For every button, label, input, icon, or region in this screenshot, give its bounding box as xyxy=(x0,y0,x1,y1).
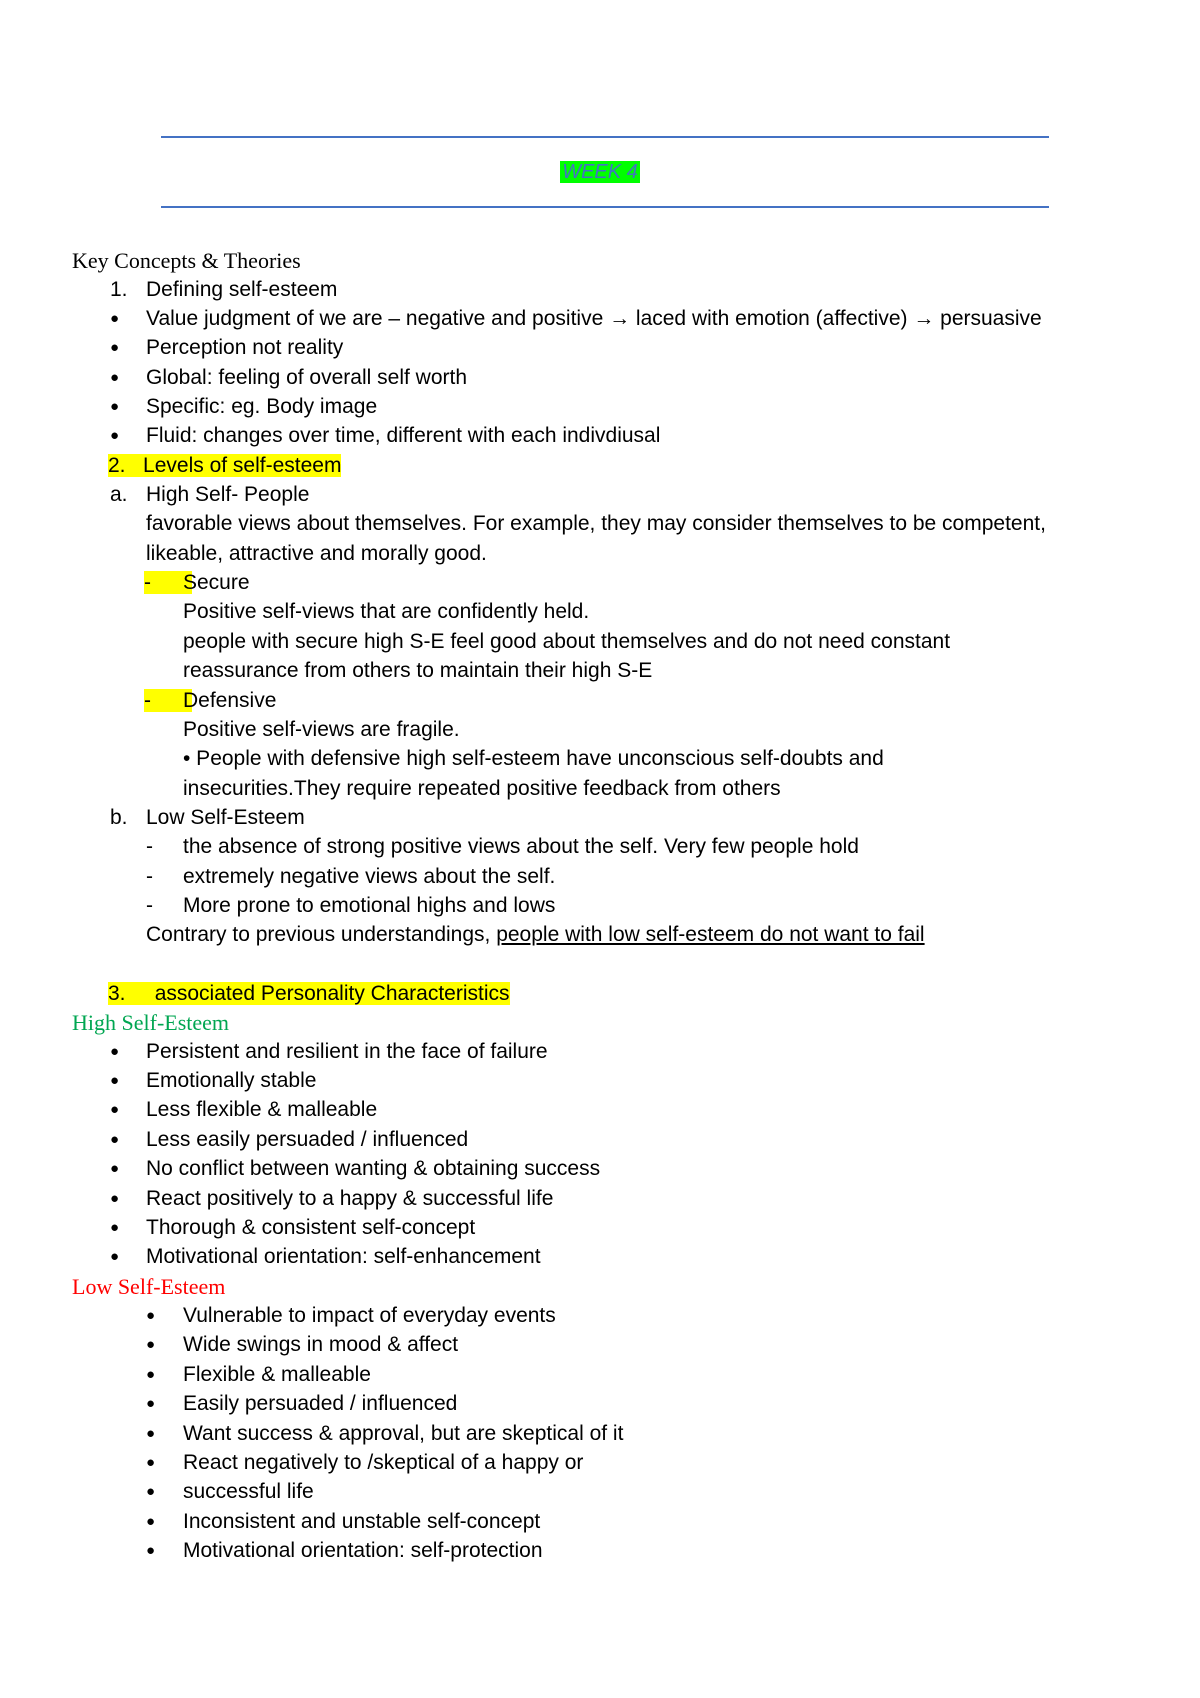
item-a-description: favorable views about themselves. For example, they may consider themselves to be competent, xyxy=(146,512,1046,535)
secure-text: reassurance from others to maintain their high S-E xyxy=(183,659,653,682)
section-3-heading xyxy=(108,980,510,1008)
section-2-heading xyxy=(108,452,341,480)
list-item: Flexible & malleable xyxy=(183,1363,371,1386)
item-a-letter: a. xyxy=(110,483,128,506)
list-item: Less easily persuaded / influenced xyxy=(146,1128,469,1151)
list-item: No conflict between wanting & obtaining success xyxy=(146,1157,601,1180)
bullet-marker: ● xyxy=(110,1219,120,1236)
header-rule-top xyxy=(161,136,1049,138)
bullet-marker: ● xyxy=(110,1248,120,1265)
list-item: More prone to emotional highs and lows xyxy=(183,894,556,917)
defensive-text: Positive self-views are fragile. xyxy=(183,718,460,741)
defensive-title: Defensive xyxy=(183,689,277,712)
bullet-marker: ● xyxy=(146,1542,156,1559)
key-concepts-heading: Key Concepts & Theories xyxy=(72,248,301,273)
contrary-underlined: people with low self-esteem do not want to fail xyxy=(496,923,925,946)
bullet-marker: ● xyxy=(110,1101,120,1118)
bullet-marker: ● xyxy=(110,427,120,444)
bullet-marker: ● xyxy=(110,1160,120,1177)
list-item: Persistent and resilient in the face of failure xyxy=(146,1040,548,1063)
list-item: Motivational orientation: self-protection xyxy=(183,1539,543,1562)
list-item: React positively to a happy & successful life xyxy=(146,1187,554,1210)
bullet-marker: ● xyxy=(110,1190,120,1207)
bullet-marker: ● xyxy=(146,1513,156,1530)
bullet-marker: ● xyxy=(110,1131,120,1148)
list-item: Less flexible & malleable xyxy=(146,1098,378,1121)
list-item: the absence of strong positive views about the self. Very few people hold xyxy=(183,835,859,858)
bullet-marker: ● xyxy=(146,1483,156,1500)
dash-marker: - xyxy=(146,835,153,858)
bullet-marker: ● xyxy=(146,1307,156,1324)
bullet-marker: ● xyxy=(110,1043,120,1060)
list-item: Thorough & consistent self-concept xyxy=(146,1216,476,1239)
defensive-text: insecurities.They require repeated positive feedback from others xyxy=(183,777,781,800)
list-item: Value judgment of we are – negative and positive → laced with emotion (affective) → persuasive xyxy=(146,307,1042,330)
week-title: WEEK 4 xyxy=(562,161,638,183)
list-item: Global: feeling of overall self worth xyxy=(146,366,467,389)
secure-dash: - xyxy=(144,569,192,597)
bullet-marker: ● xyxy=(146,1425,156,1442)
list-item: extremely negative views about the self. xyxy=(183,865,556,888)
dash-marker: - xyxy=(146,894,153,917)
contrary-statement: Contrary to previous understandings, people with low self-esteem do not want to fail xyxy=(146,923,925,946)
bullet-marker: ● xyxy=(110,369,120,386)
item-b-title: Low Self-Esteem xyxy=(146,806,305,829)
list-item: Emotionally stable xyxy=(146,1069,317,1092)
item-a-title: High Self- People xyxy=(146,483,310,506)
list-item: Easily persuaded / influenced xyxy=(183,1392,458,1415)
secure-text: people with secure high S-E feel good about themselves and do not need constant xyxy=(183,630,951,653)
secure-text: Positive self-views that are confidently held. xyxy=(183,600,590,623)
bullet-marker: ● xyxy=(146,1336,156,1353)
bullet-marker: ● xyxy=(146,1454,156,1471)
section-1-title: Defining self-esteem xyxy=(146,278,338,301)
list-item: Specific: eg. Body image xyxy=(146,395,378,418)
defensive-text: • People with defensive high self-esteem have unconscious self-doubts and xyxy=(183,747,884,770)
high-self-esteem-heading: High Self-Esteem xyxy=(72,1010,230,1035)
bullet-marker: ● xyxy=(110,310,120,327)
list-item: React negatively to /skeptical of a happy or xyxy=(183,1451,584,1474)
bullet-marker: ● xyxy=(110,339,120,356)
bullet-marker: ● xyxy=(110,1072,120,1089)
list-item: Wide swings in mood & affect xyxy=(183,1333,459,1356)
section-3-number: 3. xyxy=(108,982,126,1005)
defensive-dash: - xyxy=(144,687,192,715)
list-item: successful life xyxy=(183,1480,314,1503)
item-b-letter: b. xyxy=(110,806,128,829)
list-item: Vulnerable to impact of everyday events xyxy=(183,1304,556,1327)
item-a-description: likeable, attractive and morally good. xyxy=(146,542,487,565)
low-self-esteem-heading: Low Self-Esteem xyxy=(72,1274,226,1299)
list-item: Inconsistent and unstable self-concept xyxy=(183,1510,541,1533)
section-3-title: associated Personality Characteristics xyxy=(154,982,510,1005)
header-rule-bottom xyxy=(161,206,1049,208)
section-2-number: 2. xyxy=(108,454,126,477)
list-item: Perception not reality xyxy=(146,336,344,359)
section-1-number: 1. xyxy=(110,278,128,301)
bullet-marker: ● xyxy=(146,1366,156,1383)
section-2-title: Levels of self-esteem xyxy=(143,454,342,477)
dash-marker: - xyxy=(146,865,153,888)
list-item: Motivational orientation: self-enhancement xyxy=(146,1245,541,1268)
bullet-marker: ● xyxy=(110,398,120,415)
bullet-marker: ● xyxy=(146,1395,156,1412)
list-item: Want success & approval, but are skeptical of it xyxy=(183,1422,624,1445)
list-item: Fluid: changes over time, different with each indivdiusal xyxy=(146,424,661,447)
secure-title: Secure xyxy=(183,571,250,594)
